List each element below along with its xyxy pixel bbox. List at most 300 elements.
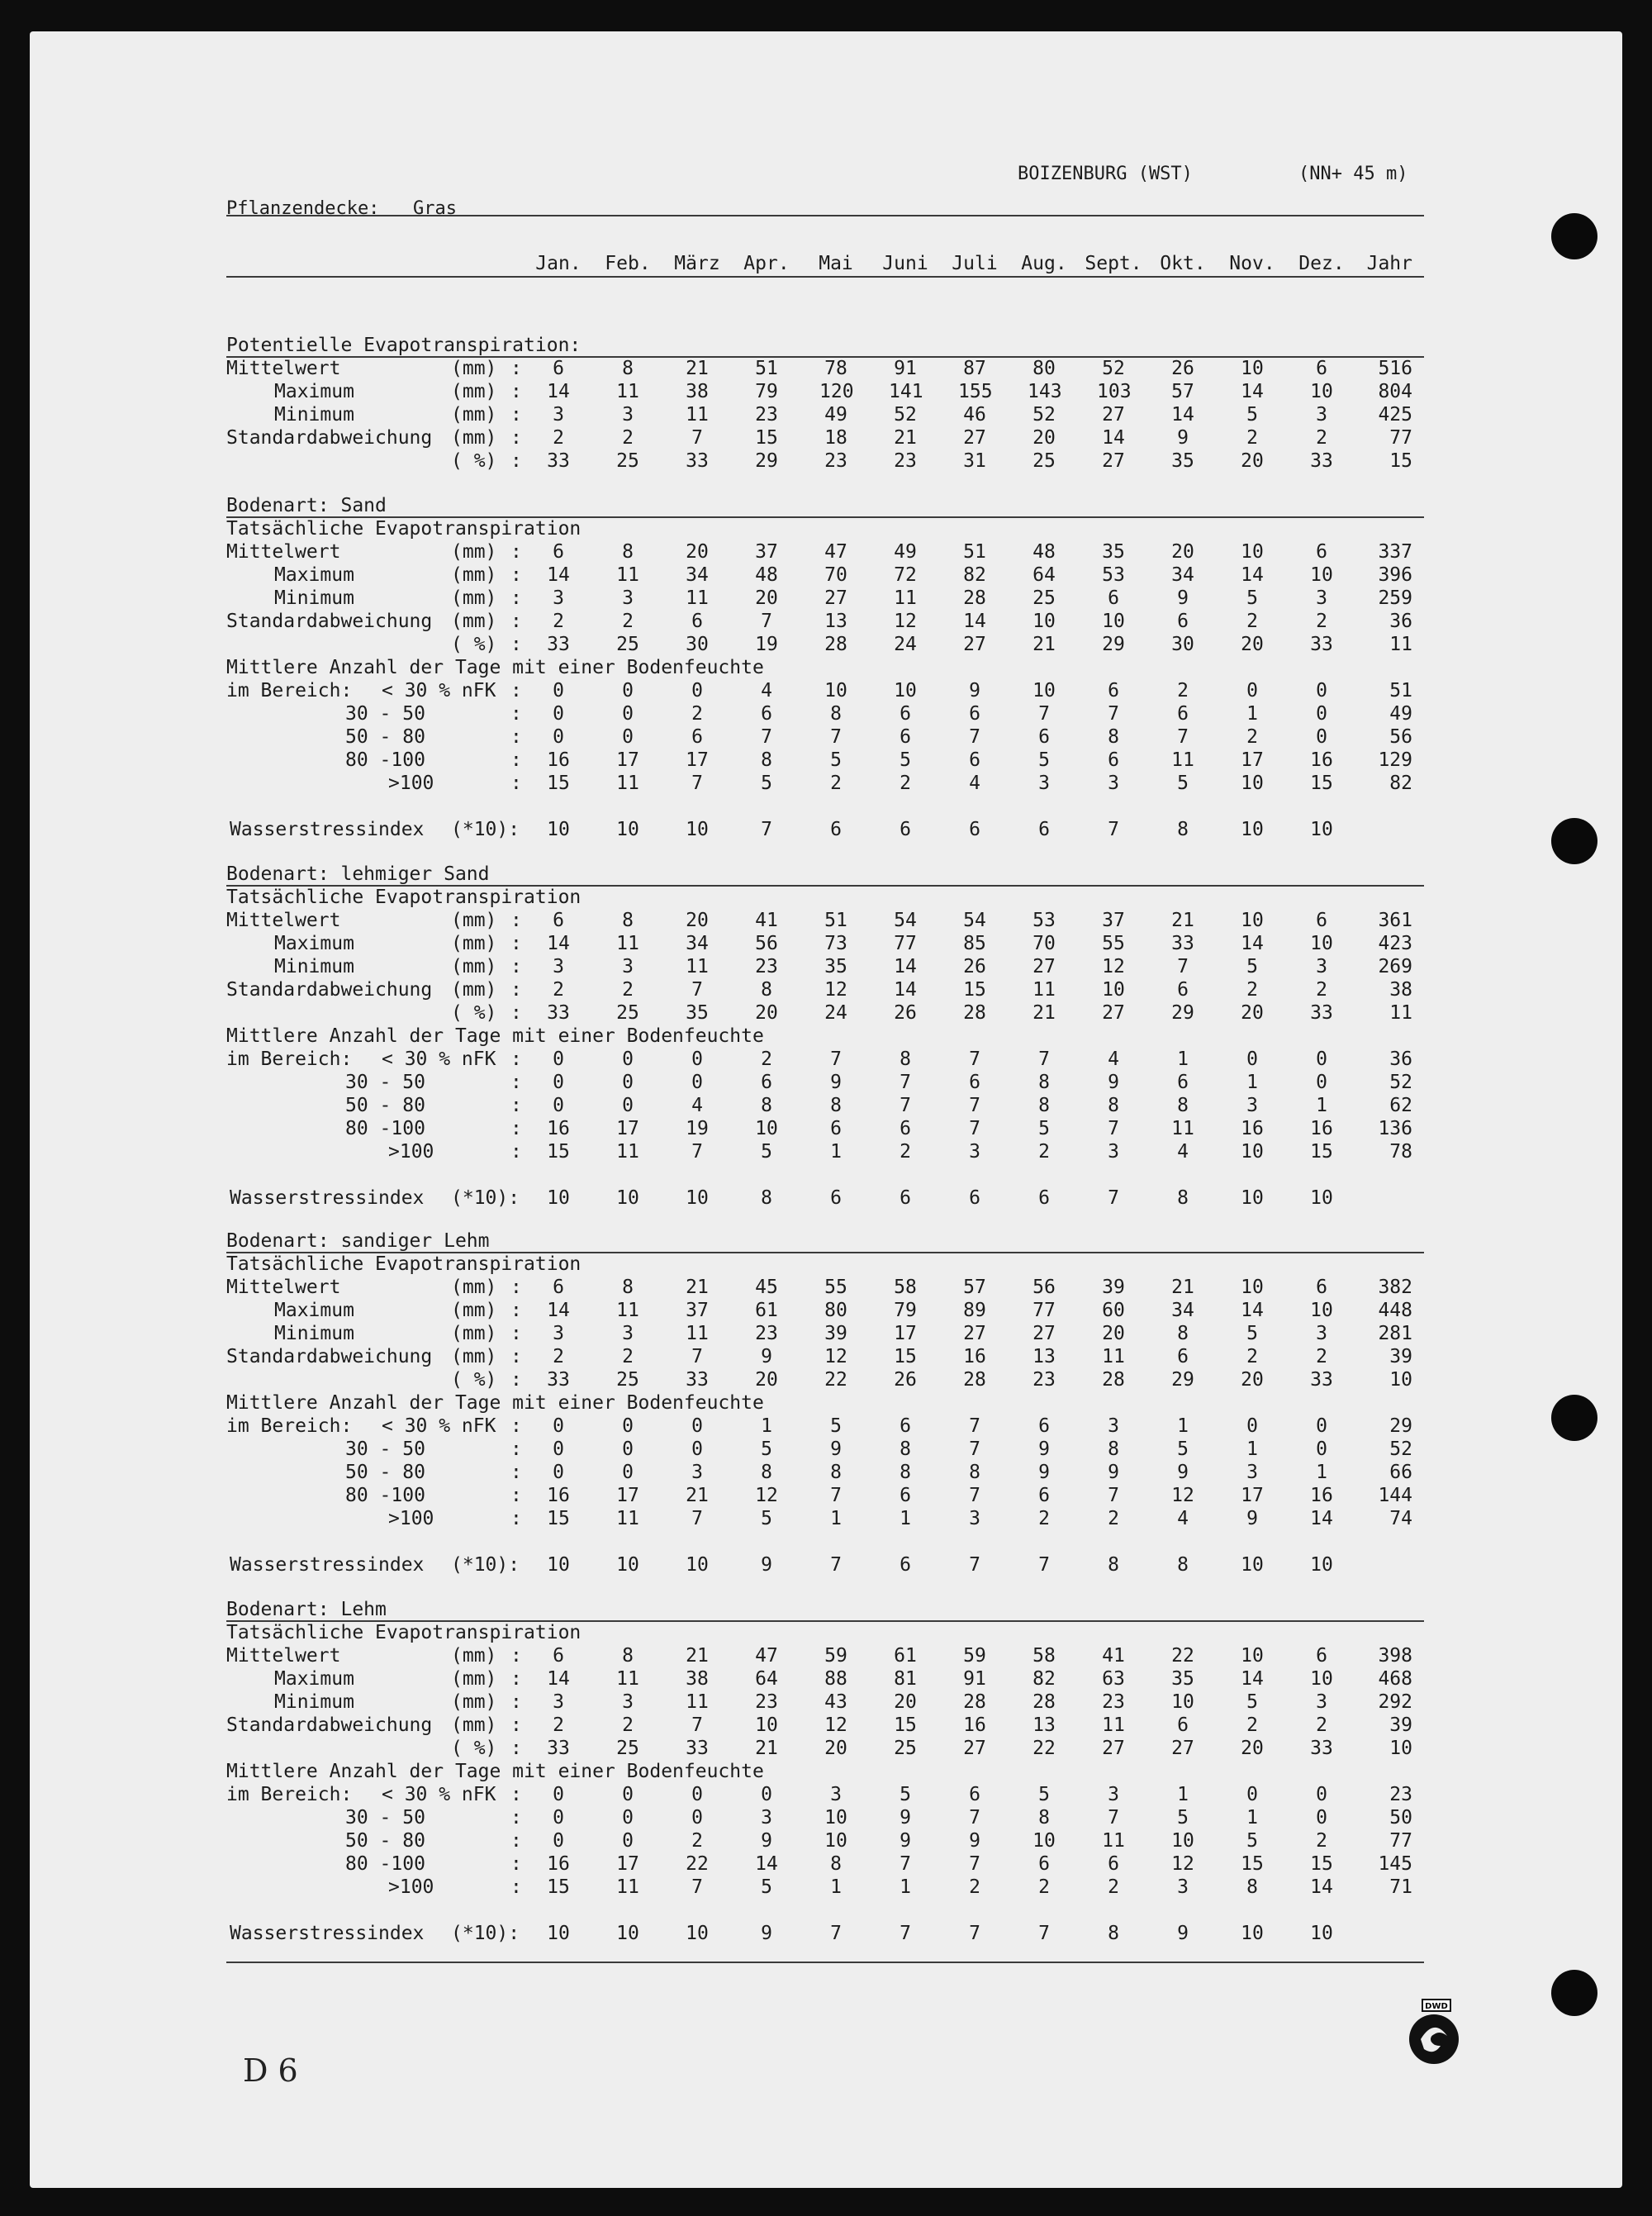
cell-value: 16 (1310, 1118, 1333, 1139)
range-prefix: im Bereich: (226, 680, 353, 701)
cell-value: 12 (824, 979, 847, 1001)
cell-value: 7 (691, 1141, 703, 1163)
row-label: Mittelwert (226, 358, 341, 379)
row-colon: : (510, 1323, 522, 1344)
cell-value: 6 (900, 1415, 911, 1437)
cell-value: 6 (900, 726, 911, 748)
cell-value: 2 (622, 1714, 634, 1736)
cell-value: 3 (1108, 1415, 1119, 1437)
cell-value: 11 (686, 404, 709, 426)
year-total: 337 (1378, 541, 1412, 563)
svg-text:DWD: DWD (1425, 2002, 1448, 2011)
cell-value: 3 (1316, 1323, 1327, 1344)
cell-value: 2 (900, 773, 911, 794)
punch-hole (1551, 213, 1597, 259)
cell-value: 7 (1108, 1118, 1119, 1139)
cell-value: 21 (1171, 910, 1194, 931)
row-colon: : (510, 1738, 522, 1759)
cell-value: 7 (1038, 1049, 1050, 1070)
year-total: 804 (1378, 381, 1412, 402)
cell-value: 33 (686, 1369, 709, 1391)
cell-value: 1 (1316, 1095, 1327, 1116)
row-colon: : (510, 634, 522, 655)
cell-value: 10 (686, 1554, 709, 1576)
year-total: 82 (1389, 773, 1412, 794)
cell-value: 26 (1171, 358, 1194, 379)
moisture-range-row (226, 1852, 1424, 1876)
row-colon: : (510, 1485, 522, 1506)
cell-value: 6 (1038, 1853, 1050, 1875)
cell-value: 0 (1246, 1049, 1258, 1070)
cell-value: 77 (894, 933, 917, 954)
cell-value: 2 (622, 611, 634, 632)
cell-value: 22 (686, 1853, 709, 1875)
cell-value: 1 (1246, 1438, 1258, 1460)
cell-value: 53 (1102, 564, 1125, 586)
cell-value: 7 (1177, 956, 1189, 977)
cell-value: 1 (830, 1508, 842, 1529)
cell-value: 60 (1102, 1300, 1125, 1321)
cell-value: 29 (755, 450, 778, 472)
data-row (226, 564, 1424, 587)
cell-value: 9 (761, 1554, 772, 1576)
section-title: Bodenart: lehmiger Sand (226, 863, 490, 885)
cell-value: 5 (900, 749, 911, 771)
row-unit: (mm) (451, 564, 497, 586)
cell-value: 8 (761, 979, 772, 1001)
actual-evapotranspiration-title (226, 1253, 1424, 1276)
cell-value: 27 (1102, 1738, 1125, 1759)
cell-value: 8 (1177, 1187, 1189, 1209)
cell-value: 3 (553, 1323, 564, 1344)
year-total: 11 (1389, 634, 1412, 655)
cell-value: 33 (547, 634, 570, 655)
range-label: 80 -100 (345, 1853, 425, 1875)
water-stress-row (226, 1553, 1424, 1576)
year-total: 145 (1378, 1853, 1412, 1875)
cell-value: 5 (830, 749, 842, 771)
moisture-range-row (226, 1484, 1424, 1507)
cell-value: 33 (1310, 450, 1333, 472)
punch-hole (1551, 1970, 1597, 2016)
data-row (226, 380, 1424, 403)
cell-value: 10 (1171, 1830, 1194, 1852)
cell-value: 6 (1108, 680, 1119, 701)
year-header: Jahr (1366, 253, 1412, 274)
cell-value: 33 (547, 450, 570, 472)
cell-value: 29 (1171, 1369, 1194, 1391)
cell-value: 14 (547, 933, 570, 954)
cell-value: 79 (894, 1300, 917, 1321)
cell-value: 21 (1171, 1277, 1194, 1298)
cell-value: 27 (963, 427, 986, 449)
month-header: Okt. (1160, 253, 1206, 274)
cell-value: 2 (1177, 680, 1189, 701)
cell-value: 23 (755, 1691, 778, 1713)
cell-value: 4 (691, 1095, 703, 1116)
cell-value: 12 (1171, 1485, 1194, 1506)
cell-value: 0 (553, 1438, 564, 1460)
cell-value: 10 (1310, 1668, 1333, 1690)
row-colon: : (510, 910, 522, 931)
cell-value: 59 (824, 1645, 847, 1667)
cell-value: 10 (1310, 1300, 1333, 1321)
cell-value: 9 (900, 1807, 911, 1828)
cell-value: 9 (830, 1072, 842, 1093)
cell-value: 8 (1038, 1807, 1050, 1828)
cell-value: 7 (969, 1118, 980, 1139)
moisture-range-row (226, 1415, 1424, 1438)
cell-value: 19 (755, 634, 778, 655)
row-unit: (mm) (451, 933, 497, 954)
cell-value: 6 (1177, 1346, 1189, 1367)
cell-value: 6 (969, 819, 980, 840)
cell-value: 25 (616, 1002, 639, 1024)
cell-value: 2 (553, 427, 564, 449)
cell-value: 15 (1310, 773, 1333, 794)
cell-value: 6 (1108, 1853, 1119, 1875)
cell-value: 80 (824, 1300, 847, 1321)
cell-value: 1 (900, 1508, 911, 1529)
cell-value: 1 (761, 1415, 772, 1437)
cell-value: 0 (691, 1807, 703, 1828)
cell-value: 2 (622, 427, 634, 449)
cell-value: 24 (894, 634, 917, 655)
cell-value: 5 (1246, 1830, 1258, 1852)
cell-value: 3 (622, 956, 634, 977)
cell-value: 0 (691, 1784, 703, 1805)
header-rule (226, 215, 1424, 216)
data-row (226, 1737, 1424, 1760)
section-title: Mittlere Anzahl der Tage mit einer Bodenfeuchte (226, 1392, 764, 1414)
cell-value: 37 (1102, 910, 1125, 931)
cell-value: 16 (547, 1118, 570, 1139)
year-total: 15 (1389, 450, 1412, 472)
actual-evapotranspiration-title (226, 517, 1424, 540)
cell-value: 47 (824, 541, 847, 563)
cell-value: 21 (686, 1277, 709, 1298)
cell-value: 1 (1246, 703, 1258, 725)
cell-value: 55 (1102, 933, 1125, 954)
cell-value: 5 (761, 1876, 772, 1898)
cell-value: 25 (616, 1738, 639, 1759)
cell-value: 0 (622, 1049, 634, 1070)
cell-value: 23 (755, 404, 778, 426)
month-header: Mai (819, 253, 853, 274)
moisture-range-row (226, 772, 1424, 795)
row-label: Mittelwert (226, 910, 341, 931)
cell-value: 14 (1310, 1876, 1333, 1898)
cell-value: 9 (1038, 1462, 1050, 1483)
cell-value: 6 (1316, 1645, 1327, 1667)
row-unit: ( %) (451, 1002, 497, 1024)
row-unit: (mm) (451, 1323, 497, 1344)
cell-value: 2 (1316, 611, 1327, 632)
cell-value: 0 (622, 1830, 634, 1852)
row-colon: : (510, 1095, 522, 1116)
row-colon: : (510, 1876, 522, 1898)
cell-value: 17 (894, 1323, 917, 1344)
data-row (226, 978, 1424, 1001)
cell-value: 64 (1032, 564, 1056, 586)
cell-value: 2 (900, 1141, 911, 1163)
cell-value: 16 (963, 1714, 986, 1736)
cell-value: 23 (1032, 1369, 1056, 1391)
cell-value: 27 (1102, 1002, 1125, 1024)
cell-value: 21 (686, 1645, 709, 1667)
year-total: 39 (1389, 1714, 1412, 1736)
cell-value: 10 (894, 680, 917, 701)
cell-value: 10 (616, 1923, 639, 1944)
cell-value: 14 (1241, 381, 1264, 402)
cell-value: 11 (1171, 749, 1194, 771)
moisture-range-row (226, 1806, 1424, 1829)
cell-value: 14 (894, 956, 917, 977)
section-title: Tatsächliche Evapotranspiration (226, 1253, 582, 1275)
row-unit: (mm) (451, 1645, 497, 1667)
cell-value: 12 (824, 1714, 847, 1736)
cell-value: 7 (830, 726, 842, 748)
month-header: Juli (952, 253, 998, 274)
cell-value: 22 (824, 1369, 847, 1391)
cell-value: 3 (1038, 773, 1050, 794)
cell-value: 21 (755, 1738, 778, 1759)
cell-value: 10 (1310, 933, 1333, 954)
cell-value: 87 (963, 358, 986, 379)
cell-value: 8 (622, 1277, 634, 1298)
row-label: Maximum (274, 933, 354, 954)
water-stress-unit: (*10): (451, 1554, 520, 1576)
cell-value: 37 (755, 541, 778, 563)
section-title: Mittlere Anzahl der Tage mit einer Bodenfeuchte (226, 657, 764, 678)
cell-value: 3 (830, 1784, 842, 1805)
row-unit: ( %) (451, 1738, 497, 1759)
row-unit: (mm) (451, 979, 497, 1001)
cell-value: 23 (1102, 1691, 1125, 1713)
cell-value: 34 (686, 564, 709, 586)
water-stress-label: Wasserstressindex (230, 1554, 425, 1576)
cell-value: 15 (755, 427, 778, 449)
cell-value: 7 (969, 1923, 980, 1944)
cell-value: 6 (761, 703, 772, 725)
cell-value: 7 (969, 1485, 980, 1506)
year-total: 52 (1389, 1438, 1412, 1460)
cell-value: 58 (1032, 1645, 1056, 1667)
cell-value: 6 (691, 611, 703, 632)
row-colon: : (510, 1714, 522, 1736)
cell-value: 18 (824, 427, 847, 449)
cell-value: 61 (755, 1300, 778, 1321)
row-colon: : (510, 358, 522, 379)
moisture-range-row (226, 1094, 1424, 1117)
cell-value: 35 (686, 1002, 709, 1024)
cell-value: 52 (894, 404, 917, 426)
cell-value: 28 (1102, 1369, 1125, 1391)
cell-value: 33 (547, 1002, 570, 1024)
cell-value: 7 (830, 1049, 842, 1070)
range-label: >100 (388, 1141, 434, 1163)
year-total: 396 (1378, 564, 1412, 586)
row-colon: : (510, 1002, 522, 1024)
cell-value: 20 (824, 1738, 847, 1759)
cell-value: 13 (824, 611, 847, 632)
cell-value: 20 (1241, 1738, 1264, 1759)
cell-value: 14 (1241, 933, 1264, 954)
cell-value: 2 (691, 703, 703, 725)
cell-value: 72 (894, 564, 917, 586)
cell-value: 15 (894, 1714, 917, 1736)
cell-value: 27 (1032, 956, 1056, 977)
cell-value: 10 (755, 1714, 778, 1736)
cell-value: 35 (1102, 541, 1125, 563)
cell-value: 2 (553, 1714, 564, 1736)
cell-value: 10 (616, 819, 639, 840)
row-unit: (mm) (451, 1714, 497, 1736)
data-row (226, 1299, 1424, 1322)
cell-value: 27 (1032, 1323, 1056, 1344)
cell-value: 52 (1032, 404, 1056, 426)
cell-value: 10 (686, 1187, 709, 1209)
data-row (226, 357, 1424, 380)
moisture-range-row (226, 1461, 1424, 1484)
cell-value: 11 (616, 381, 639, 402)
cell-value: 47 (755, 1645, 778, 1667)
cell-value: 33 (686, 450, 709, 472)
cell-value: 5 (1038, 749, 1050, 771)
cell-value: 6 (1177, 1714, 1189, 1736)
cell-value: 4 (1108, 1049, 1119, 1070)
row-colon: : (510, 611, 522, 632)
cell-value: 28 (963, 1002, 986, 1024)
cell-value: 9 (1177, 1462, 1189, 1483)
cell-value: 2 (553, 979, 564, 1001)
year-total: 10 (1389, 1738, 1412, 1759)
cell-value: 6 (1177, 703, 1189, 725)
cell-value: 27 (963, 634, 986, 655)
cell-value: 59 (963, 1645, 986, 1667)
cell-value: 14 (547, 564, 570, 586)
moisture-range-row (226, 1829, 1424, 1852)
cell-value: 20 (755, 1369, 778, 1391)
cell-value: 15 (894, 1346, 917, 1367)
cell-value: 8 (1177, 1323, 1189, 1344)
cell-value: 73 (824, 933, 847, 954)
cell-value: 0 (622, 726, 634, 748)
year-total: 39 (1389, 1346, 1412, 1367)
cell-value: 17 (616, 749, 639, 771)
cell-value: 10 (1310, 1187, 1333, 1209)
row-colon: : (510, 703, 522, 725)
cell-value: 21 (894, 427, 917, 449)
range-label: < 30 % nFK (382, 1784, 496, 1805)
cell-value: 10 (824, 1830, 847, 1852)
cell-value: 8 (1108, 1095, 1119, 1116)
row-label: Maximum (274, 1300, 354, 1321)
cell-value: 8 (1177, 1095, 1189, 1116)
cell-value: 34 (1171, 564, 1194, 586)
cell-value: 2 (830, 773, 842, 794)
cell-value: 3 (761, 1807, 772, 1828)
cell-value: 3 (1177, 1876, 1189, 1898)
cell-value: 3 (622, 404, 634, 426)
data-row (226, 1276, 1424, 1299)
cell-value: 1 (1177, 1784, 1189, 1805)
cell-value: 20 (1241, 1369, 1264, 1391)
actual-evapotranspiration-title (226, 886, 1424, 909)
data-row (226, 1322, 1424, 1345)
cell-value: 0 (622, 1095, 634, 1116)
cell-value: 2 (1246, 1346, 1258, 1367)
cell-value: 6 (1316, 1277, 1327, 1298)
cell-value: 49 (894, 541, 917, 563)
cell-value: 21 (686, 358, 709, 379)
cell-value: 10 (547, 819, 570, 840)
cell-value: 89 (963, 1300, 986, 1321)
year-total: 52 (1389, 1072, 1412, 1093)
year-total: 51 (1389, 680, 1412, 701)
year-total: 36 (1389, 611, 1412, 632)
section-title: Tatsächliche Evapotranspiration (226, 518, 582, 540)
cell-value: 37 (686, 1300, 709, 1321)
cell-value: 3 (553, 404, 564, 426)
cell-value: 91 (894, 358, 917, 379)
year-total: 10 (1389, 1369, 1412, 1391)
cell-value: 0 (553, 1095, 564, 1116)
row-label: Mittelwert (226, 1645, 341, 1667)
cell-value: 11 (616, 773, 639, 794)
moisture-range-row (226, 725, 1424, 749)
vegetation-value: Gras (413, 198, 457, 219)
cell-value: 0 (1316, 703, 1327, 725)
cell-value: 0 (1316, 1049, 1327, 1070)
row-colon: : (510, 1049, 522, 1070)
cell-value: 10 (1241, 819, 1264, 840)
cell-value: 1 (830, 1876, 842, 1898)
cell-value: 2 (1316, 1346, 1327, 1367)
cell-value: 53 (1032, 910, 1056, 931)
cell-value: 27 (1171, 1738, 1194, 1759)
month-header: Dez. (1298, 253, 1345, 274)
cell-value: 91 (963, 1668, 986, 1690)
cell-value: 7 (691, 1346, 703, 1367)
cell-value: 6 (1177, 611, 1189, 632)
cell-value: 11 (1032, 979, 1056, 1001)
soil-moisture-days-title (226, 1760, 1424, 1783)
cell-value: 10 (824, 680, 847, 701)
cell-value: 7 (969, 726, 980, 748)
cell-value: 10 (1032, 611, 1056, 632)
cell-value: 17 (616, 1118, 639, 1139)
cell-value: 10 (824, 1807, 847, 1828)
cell-value: 2 (1316, 427, 1327, 449)
row-colon: : (510, 450, 522, 472)
cell-value: 8 (830, 1462, 842, 1483)
cell-value: 11 (1102, 1346, 1125, 1367)
cell-value: 33 (686, 1738, 709, 1759)
water-stress-label: Wasserstressindex (230, 1923, 425, 1944)
data-row (226, 540, 1424, 564)
range-prefix: im Bereich: (226, 1415, 353, 1437)
cell-value: 17 (1241, 749, 1264, 771)
range-label: 80 -100 (345, 1485, 425, 1506)
data-row (226, 1001, 1424, 1025)
cell-value: 10 (1310, 381, 1333, 402)
section-title: Bodenart: sandiger Lehm (226, 1230, 490, 1252)
year-total: 382 (1378, 1277, 1412, 1298)
cell-value: 10 (616, 1554, 639, 1576)
cell-value: 8 (900, 1438, 911, 1460)
cell-value: 28 (963, 1369, 986, 1391)
